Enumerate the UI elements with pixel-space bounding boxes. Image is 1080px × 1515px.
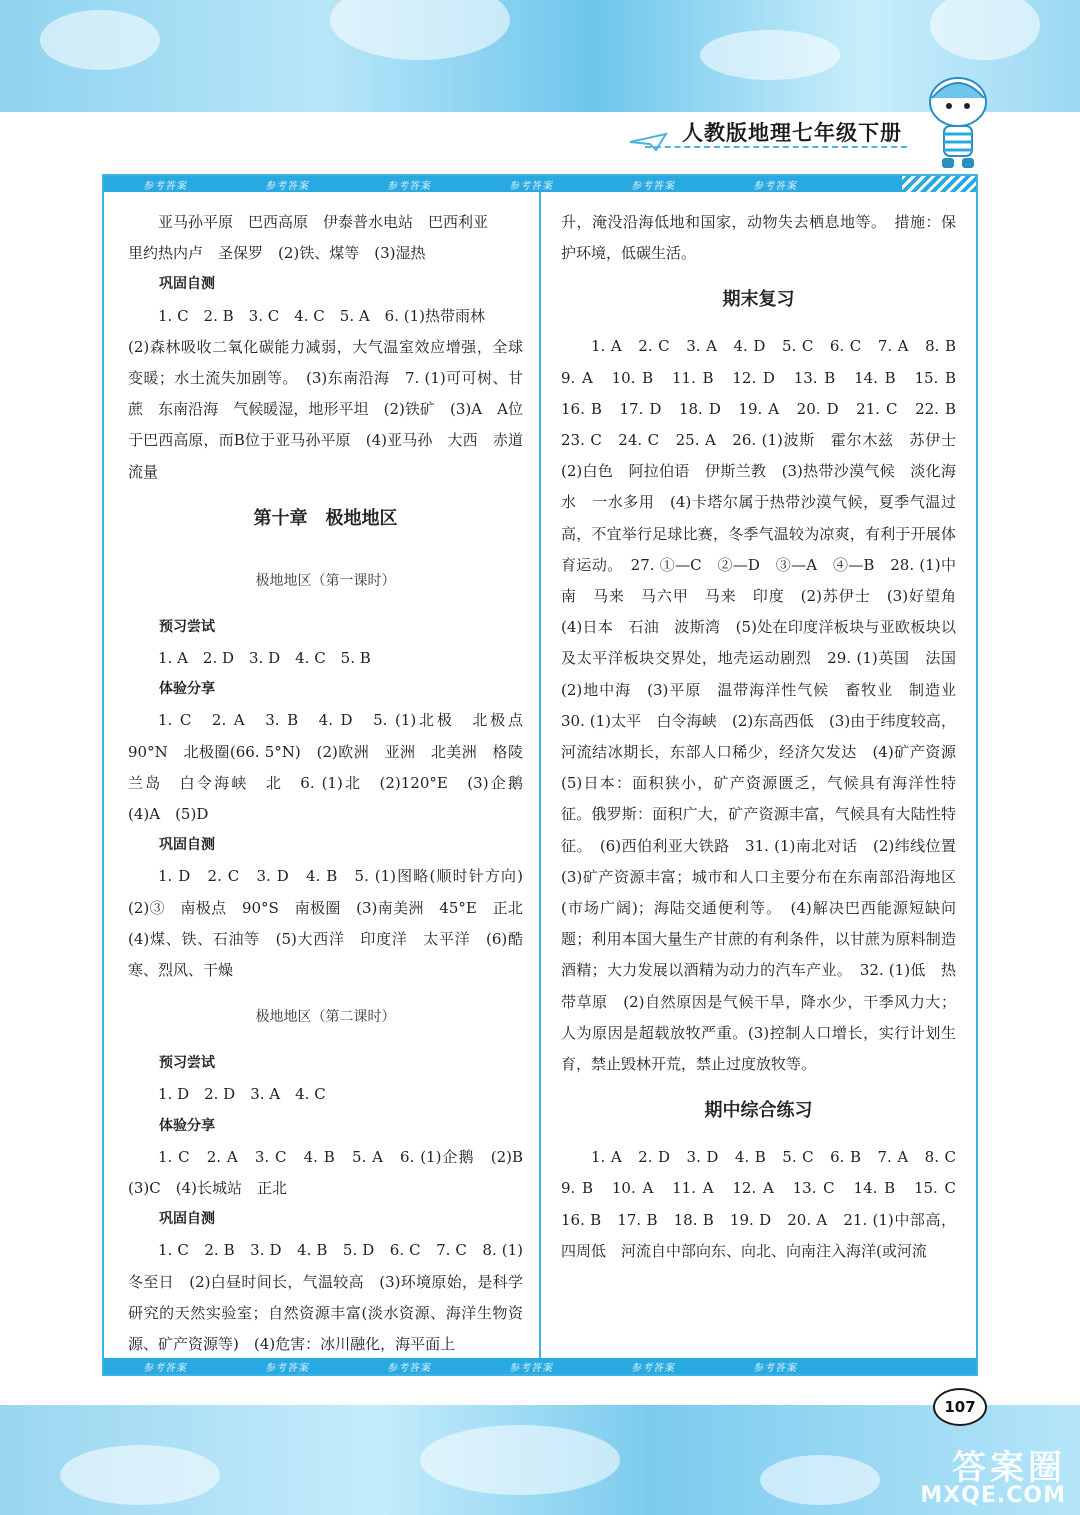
stripe-label: 参考答案 — [631, 180, 675, 192]
lesson-title: 极地地区（第一课时） — [255, 572, 396, 589]
answer-paragraph: 1. C 2. A 3. C 4. B 5. A 6. (1)企鹅 (2)B (3)C (4)长城站 正北 — [128, 1147, 539, 1198]
answer-paragraph: 亚马孙平原 巴西高原 伊泰普水电站 巴西利亚 — [158, 213, 489, 231]
answer-paragraph: 1. C 2. B 3. C 4. C 5. A 6. (1)热带雨林 — [158, 306, 486, 325]
stripe-label: 参考答案 — [143, 1362, 187, 1374]
answer-paragraph: 1. A 2. D 3. D 4. B 5. C 6. B 7. A 8. C 9. B 10. A 11. A 12. A 13. C 14. B 15. C 16. B 17. B 18. B 19. D 20. A 21. (1)中部高，四周低 河流自中部向东、向北、向南注入海洋(或河流 — [561, 1148, 972, 1260]
section-heading: 巩固自测 — [159, 276, 215, 293]
stripe-label: 参考答案 — [753, 1362, 797, 1374]
stripe-label: 参考答案 — [509, 180, 553, 192]
stripe-label: 参考答案 — [631, 1362, 675, 1374]
stripe-label: 参考答案 — [753, 180, 797, 192]
section-heading: 体验分享 — [159, 681, 215, 698]
stripe-label: 参考答案 — [387, 180, 431, 192]
chapter-title: 期末复习 — [722, 289, 795, 311]
left-column — [128, 207, 539, 1360]
section-heading: 巩固自测 — [159, 1211, 215, 1228]
bottom-banner — [0, 1405, 1080, 1515]
watermark-title: 答案圈 — [952, 1448, 1066, 1488]
answer-paragraph: 1. D 2. C 3. D 4. B 5. (1)图略(顺时针方向) (2)③ 南极点 90°S 南极圈 (3)南美洲 45°E 正北 (4)煤、铁、石油等 (5)大西洋 印度洋 太平洋 (6)酷寒、烈风、干燥 — [128, 867, 539, 980]
column-divider — [539, 192, 541, 1358]
paper-plane-icon — [628, 132, 668, 152]
section-heading: 预习尝试 — [159, 1055, 215, 1072]
title-underline — [645, 146, 907, 148]
section-heading: 预习尝试 — [159, 618, 215, 635]
mascot-icon — [918, 72, 998, 172]
section-heading: 体验分享 — [159, 1117, 215, 1134]
stripe-label: 参考答案 — [143, 180, 187, 192]
stripe-label: 参考答案 — [265, 1362, 309, 1374]
answer-paragraph: 里约热内卢 圣保罗 (2)铁、煤等 (3)湿热 — [128, 244, 426, 263]
stripe-label: 参考答案 — [509, 1362, 553, 1374]
answer-paragraph: 1. D 2. D 3. A 4. C — [158, 1085, 326, 1104]
answer-paragraph: 1. A 2. D 3. D 4. C 5. B — [158, 649, 371, 668]
bottom-stripe — [104, 1358, 976, 1374]
page-number: 107 — [933, 1388, 987, 1426]
answer-paragraph: (2)森林吸收二氧化碳能力减弱，大气温室效应增强，全球变暖；水土流失加剧等。 (3)东南沿海 7. (1)可可树、甘蔗 东南沿海 气候暖湿，地形平坦 (2)铁矿 (3)A A位于巴西高原，而B位于亚马孙平原 (4)亚马孙 大西 赤道 流量 — [128, 337, 539, 481]
answer-paragraph: 1. A 2. C 3. A 4. D 5. C 6. C 7. A 8. B 9. A 10. B 11. B 12. D 13. B 14. B 15. B 16. B 17. D 18. D 19. A 20. D 21. C 22. B 23. C 24. C 25. A 26. (1)波斯 霍尔木兹 苏伊士 (2)白色 阿拉伯语 伊斯兰教 (3)热带沙漠气候 淡化海水 一水多用 (4)卡塔尔属于热带沙漠气候，夏季气温过高，不宜举行足球比赛，冬季气温较为凉爽，有利于开展体育运动。 27. ①—C ②—D ③—A ④—B 28. (1)中南 马来 马六甲 马来 印度 (2)苏伊士 (3)好望角 (4)日本 石油 波斯湾 (5)处在印度洋板块与亚欧板块以及太平洋板块交界处，地壳运动剧烈 29. (1)英国 法国 (2)地中海 (3)平原 温带海洋性气候 畜牧业 制造业 30. (1)太平 白令海峡 (2)东高西低 (3)由于纬度较高，河流结冰期长，东部人口稀少，经济欠发达 (4)矿产资源 (5)日本：面积狭小，矿产资源匮乏，气候具有海洋性特征。俄罗斯：面积广大，矿产资源丰富，气候具有大陆性特征。 (6)西伯利亚大铁路 31. (1)南北对话 (2)纬线位置 (3)矿产资源丰富；城市和人口主要分布在东南部沿海地区(市场广阔)；海陆交通便利等。 (4)解决巴西能源短缺问题；利用本国大量生产甘蔗的有利条件，以甘蔗为原料制造酒精；大力发展以酒精为动力的汽车产业。 32. (1)低 热带草原 (2)自然原因是气候干旱，降水少，干季风力大；人为原因是超载放牧严重。(3)控制人口增长，实行计划生育，禁止毁林开荒，禁止过度放牧等。 — [561, 337, 972, 1074]
watermark — [920, 1448, 1066, 1508]
section-heading: 巩固自测 — [159, 837, 215, 854]
stripe-hatch — [902, 176, 976, 192]
right-column — [561, 207, 972, 1267]
lesson-title: 极地地区（第二课时） — [255, 1009, 396, 1026]
book-title: 人教版地理七年级下册 — [682, 120, 902, 145]
stripe-label: 参考答案 — [387, 1362, 431, 1374]
answer-paragraph: 1. C 2. A 3. B 4. D 5. (1)北极 北极点 90°N 北极圈(66. 5°N) (2)欧洲 亚洲 北美洲 格陵兰岛 白令海峡 北 6. (1)北 (2)120°E (3)企鹅 (4)A (5)D — [128, 711, 539, 824]
chapter-title: 第十章 极地地区 — [253, 507, 398, 529]
answer-paragraph: 1. C 2. B 3. D 4. B 5. D 6. C 7. C 8. (1)冬至日 (2)白昼时间长，气温较高 (3)环境原始，是科学研究的天然实验室；自然资源丰富(淡水资源、海洋生物资源、矿产资源等) (4)危害：冰川融化，海平面上 — [128, 1241, 523, 1354]
stripe-label: 参考答案 — [265, 180, 309, 192]
watermark-url: MXQE.COM — [920, 1483, 1066, 1508]
top-stripe — [104, 176, 976, 192]
answer-paragraph: 升，淹没沿海低地和国家，动物失去栖息地等。 措施：保护环境，低碳生活。 — [561, 213, 956, 263]
chapter-title: 期中综合练习 — [704, 1100, 813, 1122]
